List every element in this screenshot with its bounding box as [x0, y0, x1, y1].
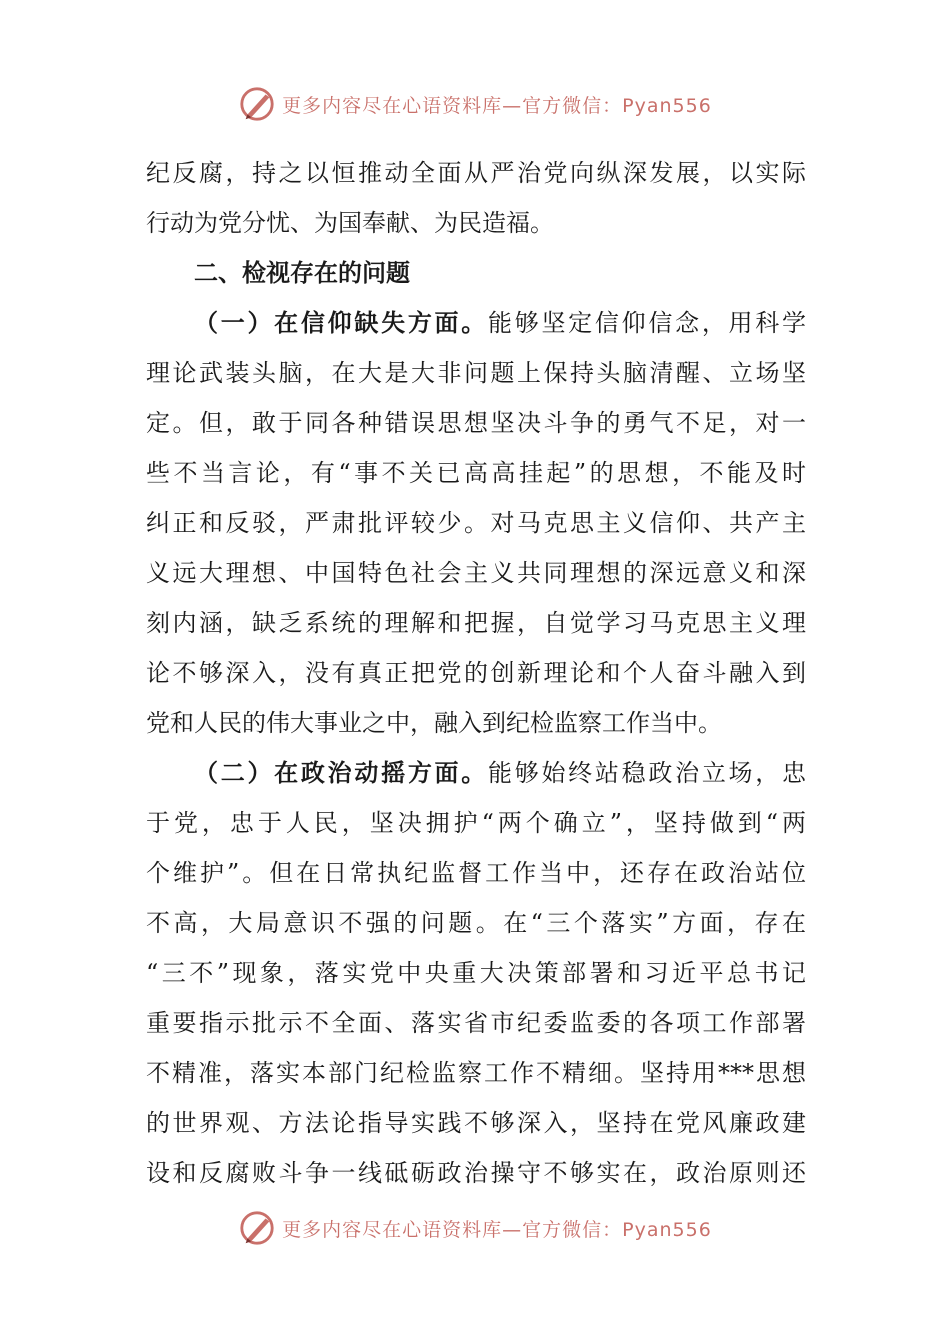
paragraph-line: 重要指示批示不全面、落实省市纪委监委的各项工作部署 [146, 1009, 806, 1037]
paragraph-line: 设和反腐败斗争一线砥砺政治操守不够实在，政治原则还 [146, 1159, 806, 1187]
subsection-line [146, 298, 806, 348]
paragraph-line: 不高，大局意识不强的问题。在“三个落实”方面，存在 [146, 909, 806, 937]
paragraph-line: 个维护”。但在日常执纪监督工作当中，还存在政治站位 [146, 859, 806, 887]
pen-logo-icon [238, 1209, 276, 1247]
paragraph-line: 理论武装头脑，在大是大非问题上保持头脑清醒、立场坚 [146, 359, 806, 387]
paragraph-line: 些不当言论，有“事不关已高高挂起”的思想，不能及时 [146, 459, 806, 487]
paragraph-line: “三不”现象，落实党中央重大决策部署和习近平总书记 [146, 959, 806, 987]
banner-text: 更多内容尽在心语资料库—官方微信：Pyan556 [282, 1218, 712, 1241]
subsection-text: 能够坚定信仰信念，用科学 [488, 309, 806, 337]
subsection-line [146, 748, 806, 798]
subsection-title: （二）在政治动摇方面。 [194, 758, 488, 787]
paragraph-line: 刻内涵，缺乏系统的理解和把握，自觉学习马克思主义理 [146, 609, 806, 637]
pen-logo-icon [238, 85, 276, 123]
subsection-text: 能够始终站稳政治立场，忠 [488, 759, 806, 787]
banner-text: 更多内容尽在心语资料库—官方微信：Pyan556 [282, 94, 712, 117]
paragraph-line: 党和人民的伟大事业之中，融入到纪检监察工作当中。 [146, 709, 722, 737]
footer-banner [0, 1208, 950, 1248]
paragraph-line: 定。但，敢于同各种错误思想坚决斗争的勇气不足，对一 [146, 409, 806, 437]
paragraph-line: 纪反腐，持之以恒推动全面从严治党向纵深发展，以实际 [146, 159, 806, 187]
document-body [146, 148, 806, 1198]
paragraph-line: 不精准，落实本部门纪检监察工作不精细。坚持用***思想 [146, 1059, 806, 1087]
subsection-title: （一）在信仰缺失方面。 [194, 308, 488, 337]
paragraph-line: 行动为党分忧、为国奉献、为民造福。 [146, 209, 554, 237]
paragraph-line: 于党，忠于人民，坚决拥护“两个确立”，坚持做到“两 [146, 809, 806, 837]
paragraph-line: 论不够深入，没有真正把党的创新理论和个人奋斗融入到 [146, 659, 806, 687]
paragraph-line: 纠正和反驳，严肃批评较少。对马克思主义信仰、共产主 [146, 509, 806, 537]
section-heading: 二、检视存在的问题 [194, 258, 410, 287]
header-banner [0, 84, 950, 124]
paragraph-line: 的世界观、方法论指导实践不够深入，坚持在党风廉政建 [146, 1109, 806, 1137]
paragraph-line: 义远大理想、中国特色社会主义共同理想的深远意义和深 [146, 559, 806, 587]
